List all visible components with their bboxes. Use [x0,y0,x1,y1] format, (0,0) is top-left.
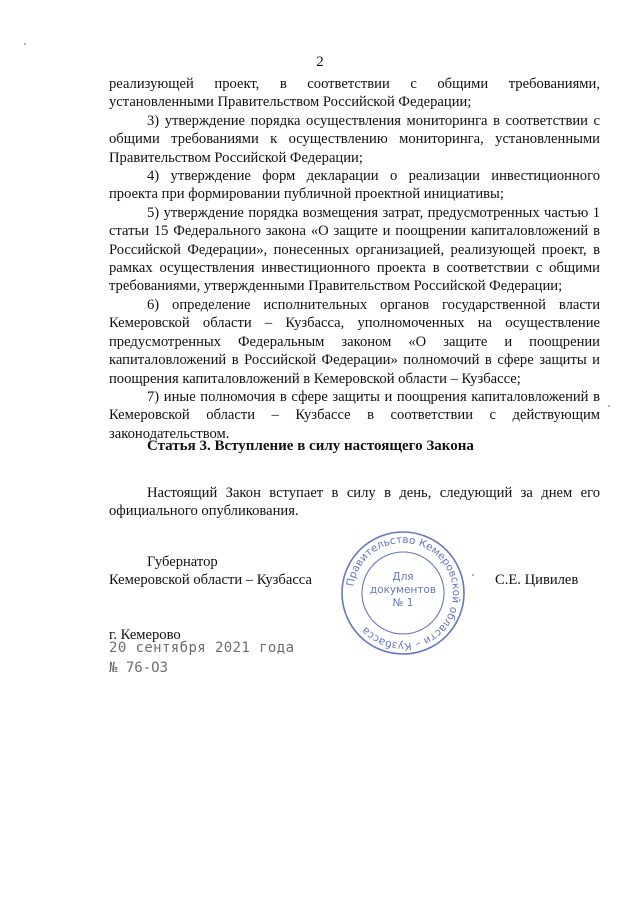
signatory-title: Губернатор [147,554,218,570]
official-seal [340,530,466,656]
paragraph-item-6: 6) определение исполнительных органов государственной власти Кемеровской области – Кузбасса, уполномоченных на осуществление предусмотренных Федеральным законом «О защите и поощрении капиталовложений в Российской Федерации» полномочий в сфере защиты и поощрения капиталовложений в Кемеровской области – Кузбассе; [109,296,600,387]
scan-speck [472,574,474,576]
seal-inner-line-3: № 1 [392,597,414,609]
seal-inner-line-1: Для [392,571,414,583]
signatory-region: Кемеровской области – Кузбасса [109,572,312,588]
article-3-heading: Статья 3. Вступление в силу настоящего Закона [147,438,474,454]
seal-inner-line-2: документов [369,584,437,596]
scan-speck [608,405,610,407]
place-of-signing: г. Кемерово [109,627,181,643]
date-stamp: 20 сентября 2021 года [109,640,295,656]
article-3-text: Настоящий Закон вступает в силу в день, следующий за днем его официального опубликования. [109,485,600,520]
page-number: 2 [316,54,324,70]
paragraph-item-4: 4) утверждение форм декларации о реализации инвестиционного проекта при формировании публичной проектной инициативы; [109,168,600,203]
paragraph-item-5: 5) утверждение порядка возмещения затрат, предусмотренных частью 1 статьи 15 Федерального закона «О защите и поощрении капиталовложений в Российской Федерации», понесенных организацией, реализующей проект, в рамках осуществления инвестиционного проекта в соответствии с общими требованиями, утвержденными Правительством Российской Федерации; [109,204,600,295]
paragraph-item-7: 7) иные полномочия в сфере защиты и поощрения капиталовложений в Кемеровской области – Кузбассе в соответствии с действующим законодательством. [109,388,600,442]
law-body [109,75,600,443]
paragraph-item-3: 3) утверждение порядка осуществления мониторинга в соответствии с общими требованиями к осуществлению мониторинга, установленными Правительством Российской Федерации; [109,112,600,166]
signatory-name: С.Е. Цивилев [495,572,579,588]
seal-graphic [340,530,466,656]
law-number-stamp: № 76-ОЗ [109,660,169,676]
paragraph-continuation: реализующей проект, в соответствии с общими требованиями, установленными Правительством Российской Федерации; [109,76,600,111]
scan-speck [24,43,26,45]
seal-outer-text: Правительство Кемеровской области – Кузбасса [344,533,463,653]
